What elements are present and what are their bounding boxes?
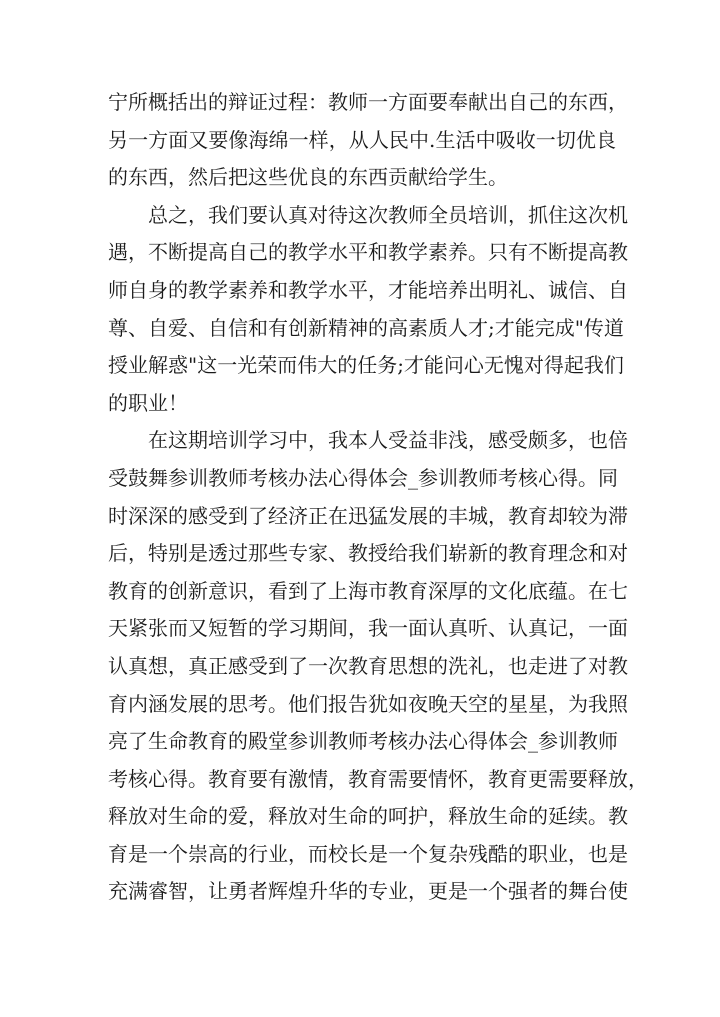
text-line: 天紧张而又短暂的学习期间，我一面认真听、认真记，一面 bbox=[108, 616, 628, 641]
text-line: 时深深的感受到了经济正在迅猛发展的丰城，教育却较为滞 bbox=[108, 503, 628, 528]
text-line: 教育的创新意识，看到了上海市教育深厚的文化底蕴。在七 bbox=[108, 578, 628, 603]
text-line: 释放对生命的爱，释放对生命的呵护，释放生命的延续。教 bbox=[108, 804, 628, 829]
text-line: 的东西，然后把这些优良的东西贡献给学生。 bbox=[108, 165, 508, 190]
text-line: 在这期培训学习中，我本人受益非浅，感受颇多，也倍 bbox=[148, 428, 628, 453]
text-line: 总之，我们要认真对待这次教师全员培训，抓住这次机 bbox=[148, 202, 628, 227]
body-text bbox=[108, 84, 648, 911]
text-line: 认真想，真正感受到了一次教育思想的洗礼，也走进了对教 bbox=[108, 653, 628, 678]
text-line: 尊、自爱、自信和有创新精神的高素质人才;才能完成"传道 bbox=[108, 315, 624, 340]
text-line: 育内涵发展的思考。他们报告犹如夜晚天空的星星，为我照 bbox=[108, 691, 628, 716]
text-line: 育是一个崇高的行业，而校长是一个复杂残酷的职业，也是 bbox=[108, 841, 628, 866]
text-line: 充满睿智，让勇者辉煌升华的专业，更是一个强者的舞台使 bbox=[108, 879, 628, 904]
text-line: 遇，不断提高自己的教学水平和教学素养。只有不断提高教 bbox=[108, 240, 628, 265]
text-line: 考核心得。教育要有激情，教育需要情怀，教育更需要释放， bbox=[108, 766, 648, 791]
text-line: 宁所概括出的辩证过程：教师一方面要奉献出自己的东西， bbox=[108, 90, 628, 114]
text-line: 后，特别是透过那些专家、教授给我们崭新的教育理念和对 bbox=[108, 541, 628, 566]
text-line: 师自身的教学素养和教学水平，才能培养出明礼、诚信、自 bbox=[108, 277, 628, 302]
text-line: 的职业！ bbox=[108, 390, 188, 415]
text-line: 授业解惑"这一光荣而伟大的任务;才能问心无愧对得起我们 bbox=[108, 353, 624, 378]
text-line: 受鼓舞参训教师考核办法心得体会_参训教师考核心得。同 bbox=[108, 465, 618, 490]
text-line: 另一方面又要像海绵一样，从人民中.生活中吸收一切优良 bbox=[108, 127, 616, 152]
text-line: 亮了生命教育的殿堂参训教师考核办法心得体会_参训教师 bbox=[108, 729, 618, 754]
